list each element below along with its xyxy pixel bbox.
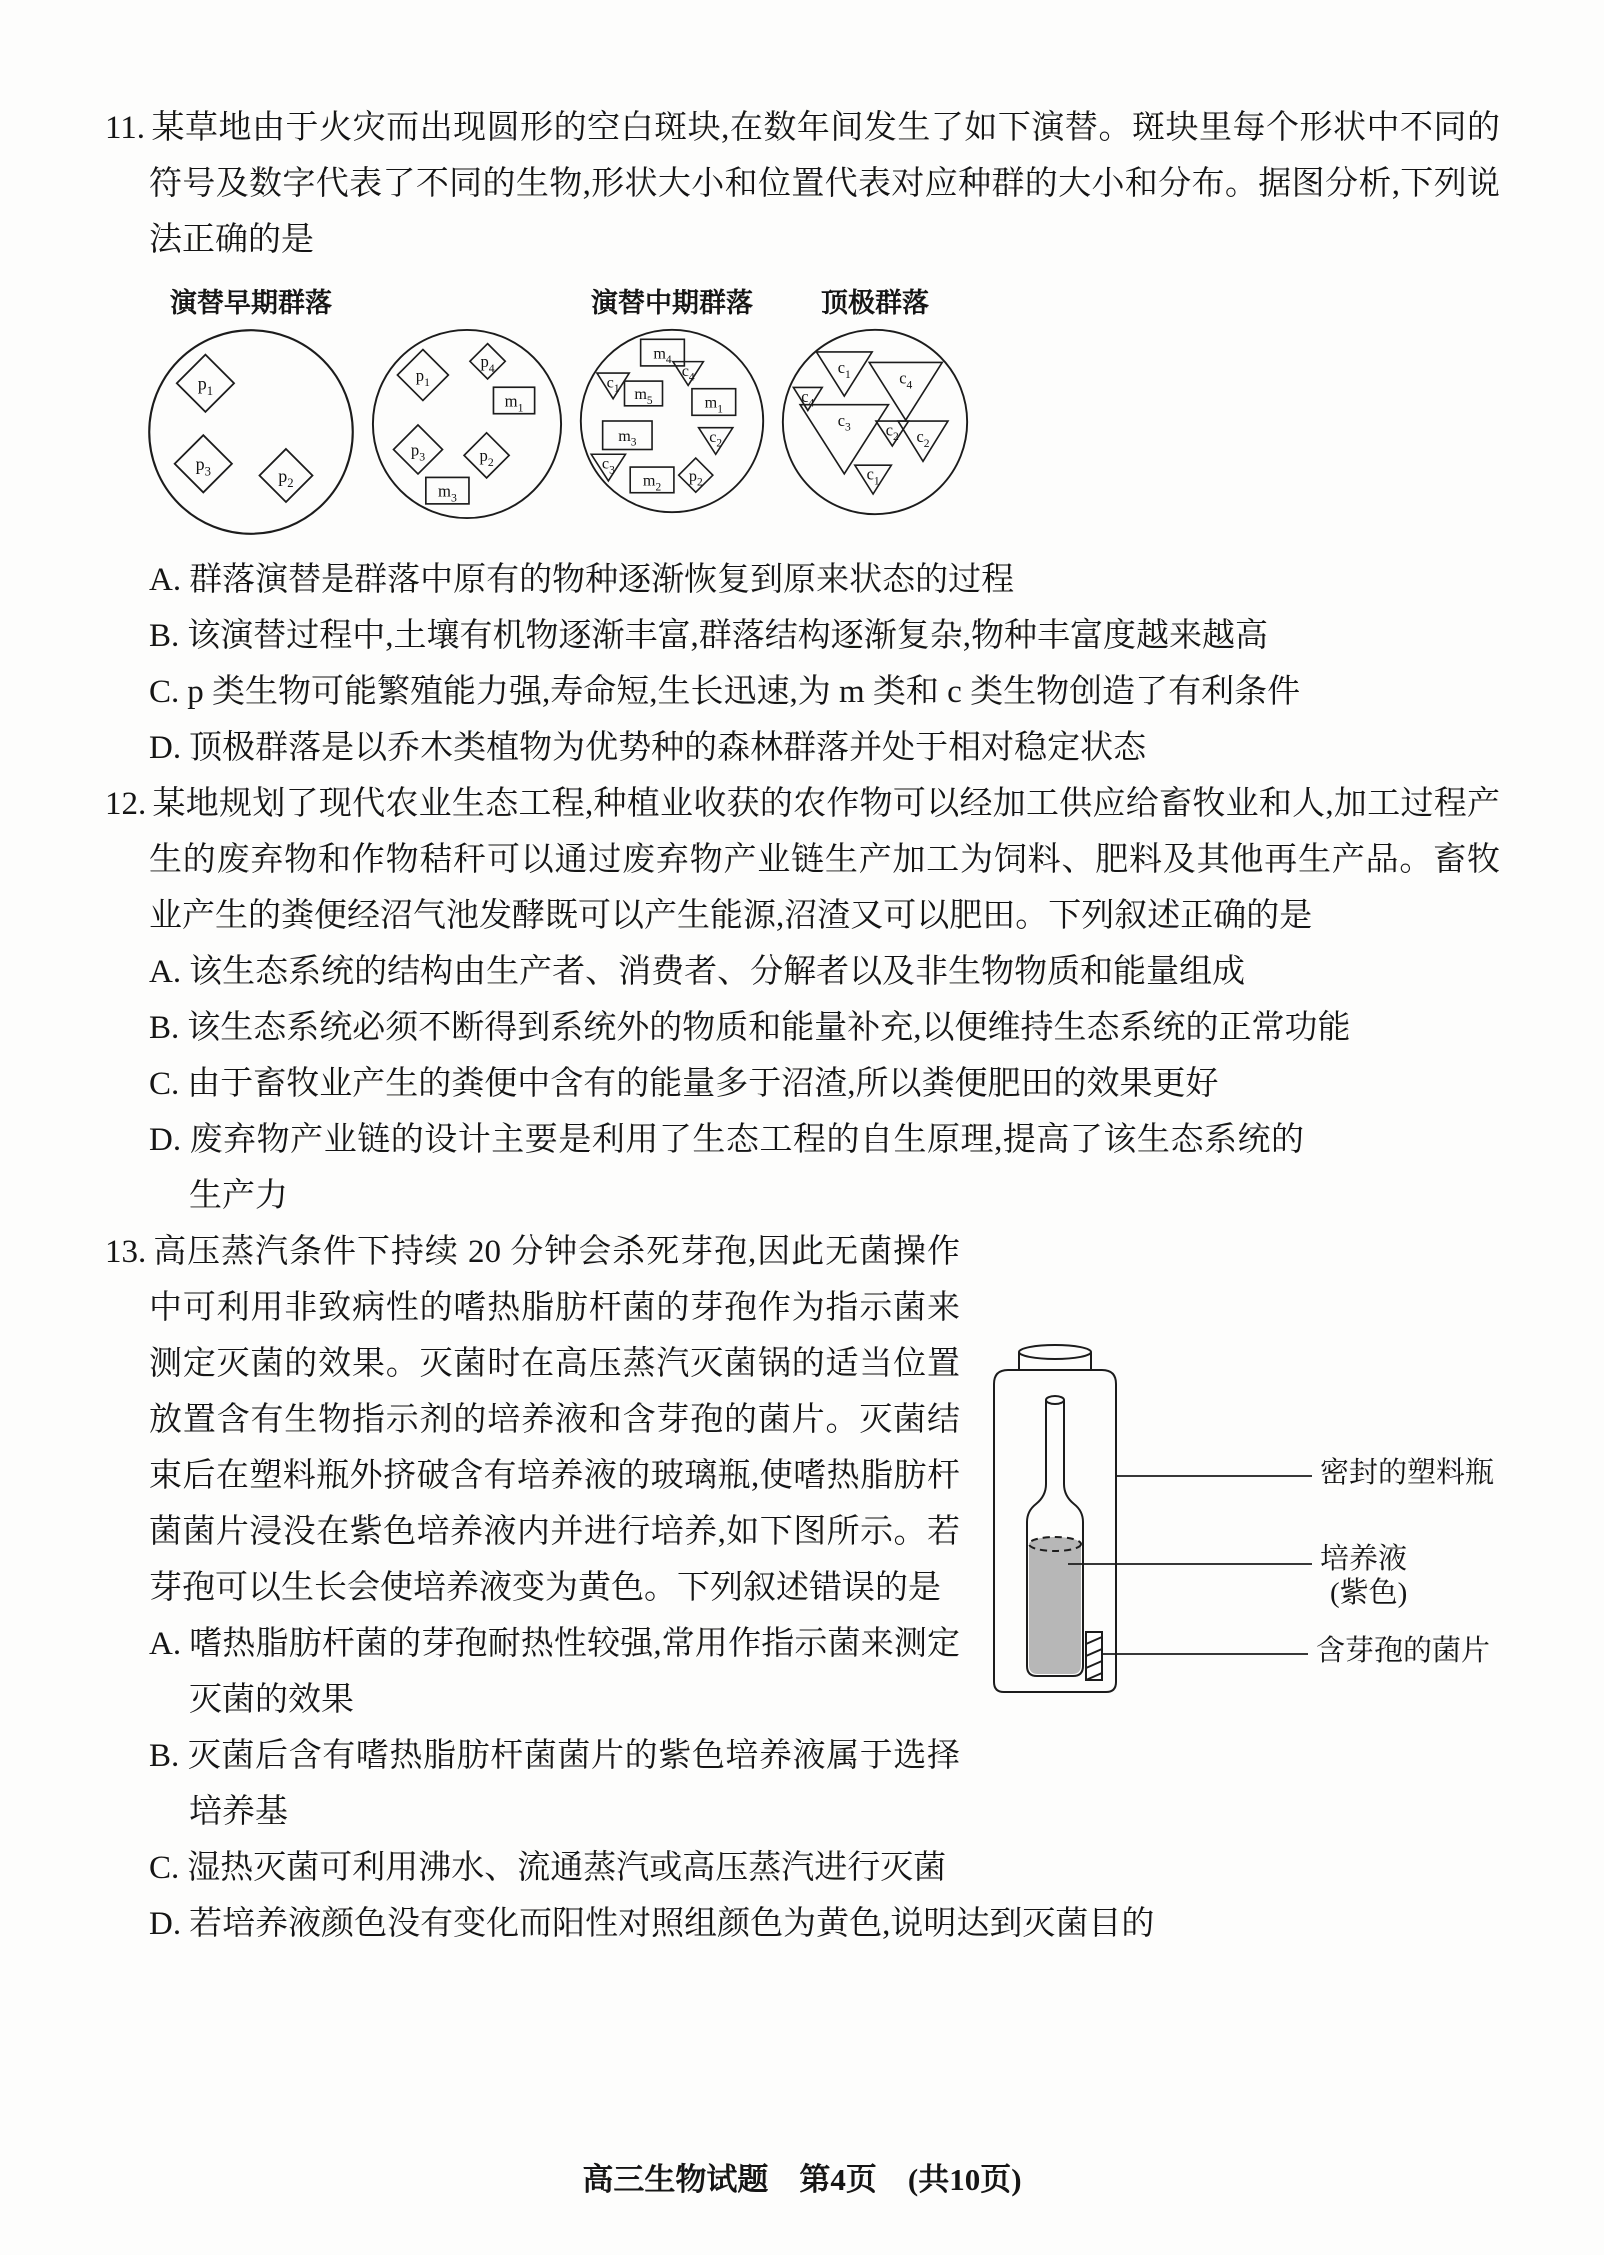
shape-label-m2: $m_2$ [642,472,662,494]
question-13-option-d [149,1896,1500,1952]
shape-label-c2: $c_2$ [885,420,899,444]
shape-label-p1: $p_1$ [415,365,431,389]
community-1 [145,280,357,538]
shape-label-p4: $p_4$ [480,352,495,376]
page-footer [0,2152,1604,2208]
option-text: 由于畜牧业产生的粪便中含有的能量多于沼渣,所以粪便肥田的效果更好 [187,1066,1219,1102]
option-label: B. [149,1010,180,1046]
shape-label-c1: $c_1$ [866,464,880,488]
rect-m1-shape [692,389,736,416]
shape-label-c4: $c_4$ [899,368,913,392]
page-footer-text: 高三生物试题 第4页 (共10页) [582,2162,1022,2197]
figure-label-strip: 含芽孢的菌片 [1316,1635,1491,1667]
diamond-p2-shape [259,449,312,502]
option-text: 废弃物产业链的设计主要是利用了生态工程的自生原理,提高了该生态系统的生产力 [189,1122,1304,1214]
question-11-stem-text: 某草地由于火灾而出现圆形的空白斑块,在数年间发生了如下演替。斑块里每个形状中不同的符号及数字代表了不同的生物,形状大小和位置代表对应种群的大小和分布。据图分析,下列说法正确的是 [149,110,1500,258]
community-2-circle [369,326,565,522]
tri-c3-shape [800,405,888,474]
shape-label-m3: $m_3$ [618,427,637,449]
community-4 [779,280,971,518]
question-11-option-d [149,720,1500,776]
question-12-option-c [149,1056,1500,1112]
figure-label-medium: 培养液 [1320,1543,1408,1575]
ampoule-mouth [1046,1396,1064,1404]
shape-label-p2: $p_2$ [278,465,294,491]
shape-label-p1: $p_1$ [197,373,214,398]
diamond-p3-shape [394,425,443,474]
community-boundary-circle [373,330,561,518]
diamond-p4-shape [470,344,505,379]
community-3-circle [577,326,767,516]
shape-label-m3: $m_3$ [437,481,457,505]
shape-label-p3: $p_3$ [195,454,211,479]
shape-label-p2: $p_2$ [688,467,703,489]
option-label: D. [149,730,182,766]
question-12-stem-text: 某地规划了现代农业生态工程,种植业收获的农作物可以经加工供应给畜牧业和人,加工过程产生的废弃物和作物秸秆可以通过废弃物产业链生产加工为饲料、肥料及其他再生产品。畜牧业产生的粪便经沼气池发酵既可以产生能源,沼渣又可以肥田。下列叙述正确的是 [149,786,1501,934]
rect-m2-shape [630,467,674,493]
tri-c4-shape [869,362,942,420]
rect-m3-shape [603,421,652,450]
question-12-stem [105,776,1500,944]
shape-label-c4: $c_4$ [801,386,815,410]
shape-label-c4: $c_4$ [681,362,695,384]
question-11-option-a [149,552,1500,608]
question-11-stem [105,100,1500,268]
option-label: B. [149,618,180,654]
shape-label-m1: $m_1$ [504,391,524,415]
rect-m5-shape [625,381,663,407]
question-11-number: 11. [105,110,146,146]
question-11-option-b [149,608,1500,664]
tri-c1-shape [816,352,872,396]
option-label: A. [149,1626,182,1662]
shape-label-m4: $m_4$ [653,345,672,367]
question-13-stem-text: 高压蒸汽条件下持续 20 分钟会杀死芽孢,因此无菌操作中可利用非致病性的嗜热脂肪杆菌的芽孢作为指示菌来测定灭菌的效果。灭菌时在高压蒸汽灭菌锅的适当位置放置含有生物指示剂的培养液和含芽孢的菌片。灭菌结束后在塑料瓶外挤破含有培养液的玻璃瓶,使嗜热脂肪杆菌菌片浸没在紫色培养液内并进行培养,如下图所示。若芽孢可以生长会使培养液变为黄色。下列叙述错误的是 [149,1234,960,1606]
community-1-circle [145,326,357,538]
option-label: D. [149,1122,182,1158]
shape-label-c3: $c_3$ [601,455,615,477]
question-12 [105,776,1500,1224]
question-12-number: 12. [105,786,147,822]
figure-label-bottle: 密封的塑料瓶 [1320,1457,1495,1489]
option-text: 该演替过程中,土壤有机物逐渐丰富,群落结构逐渐复杂,物种丰富度越来越高 [187,618,1269,654]
tri-c2-shape [876,420,909,446]
diamond-p2-shape [464,433,509,478]
option-label: A. [149,562,182,598]
shape-label-c2: $c_2$ [916,427,930,450]
question-13-number: 13. [105,1234,147,1270]
option-label: D. [149,1906,182,1942]
diamond-p1-shape [397,350,448,401]
option-label: B. [149,1738,180,1774]
bio-indicator-figure [980,1336,1500,1708]
option-text: 若培养液颜色没有变化而阳性对照组颜色为黄色,说明达到灭菌目的 [189,1906,1155,1942]
option-text: 灭菌后含有嗜热脂肪杆菌菌片的紫色培养液属于选择培养基 [187,1738,960,1830]
tri-c2-shape [699,428,733,455]
bottle-cap-top [1019,1345,1091,1359]
shape-label-m5: $m_5$ [634,386,653,407]
question-13-option-c [149,1840,1500,1896]
option-label: C. [149,1066,180,1102]
option-text: 群落演替是群落中原有的物种逐渐恢复到原来状态的过程 [189,562,1015,598]
rect-m3-shape [426,477,469,504]
diamond-p3-shape [175,435,232,492]
tri-c3-shape [591,454,625,481]
option-text: 嗜热脂肪杆菌的芽孢耐热性较强,常用作指示菌来测定灭菌的效果 [189,1626,960,1718]
option-text: 该生态系统的结构由生产者、消费者、分解者以及非生物物质和能量组成 [189,954,1246,990]
option-label: C. [149,674,180,710]
shape-label-c3: $c_3$ [837,410,851,434]
question-12-option-b [149,1000,1500,1056]
rect-m1-shape [493,387,534,414]
figure-label-medium-color: (紫色) [1330,1577,1408,1609]
option-text: p 类生物可能繁殖能力强,寿命短,生长迅速,为 m 类和 c 类生物创造了有利条件 [187,674,1301,710]
spore-strip [1086,1632,1102,1680]
community-boundary-circle [149,330,353,534]
community-1-title: 演替早期群落 [170,288,332,318]
diamond-p1-shape [177,355,234,412]
community-3 [577,280,767,516]
tri-c1-shape [855,465,891,494]
tri-c4-shape [793,387,822,411]
shape-label-c1: $c_1$ [837,358,851,381]
option-text: 顶极群落是以乔木类植物为优势种的森林群落并处于相对稳定状态 [189,730,1147,766]
question-12-option-d [149,1112,1304,1224]
diamond-p2-shape [679,458,713,492]
question-13-option-b [149,1728,1500,1840]
question-11 [105,100,1500,776]
shape-label-m1: $m_1$ [704,394,723,416]
shape-label-p3: $p_3$ [410,440,426,464]
option-text: 湿热灭菌可利用沸水、流通蒸汽或高压蒸汽进行灭菌 [187,1850,947,1886]
question-13-stem [105,1224,1500,1667]
option-label: A. [149,954,182,990]
question-12-option-a [149,944,1500,1000]
succession-diagram [145,280,1500,538]
question-13 [105,1224,1500,1952]
community-3-title: 演替中期群落 [591,288,753,318]
option-label: C. [149,1850,180,1886]
shape-label-c1: $c_1$ [606,374,620,396]
culture-medium-liquid [1029,1537,1081,1674]
shape-label-p2: $p_2$ [479,446,494,470]
option-text: 该生态系统必须不断得到系统外的物质和能量补充,以便维持生态系统的正常功能 [187,1010,1351,1046]
community-4-circle [779,326,971,518]
shape-label-c2: $c_2$ [709,428,723,450]
community-2 [369,280,565,522]
question-11-option-c [149,664,1500,720]
community-4-title: 顶极群落 [821,288,929,318]
